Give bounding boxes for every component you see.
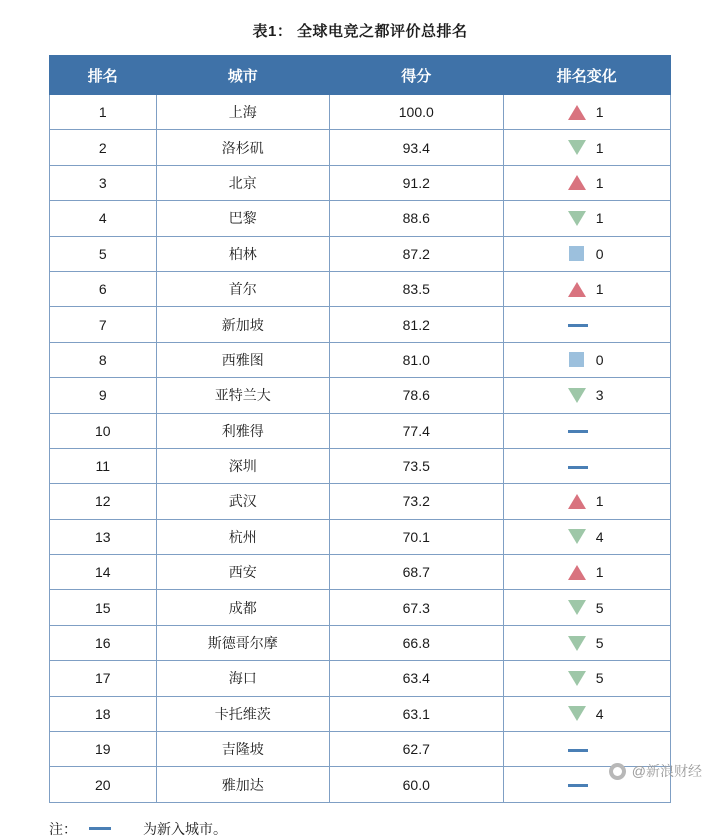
change-delta: 1 <box>595 174 604 191</box>
cell-score: 67.3 <box>330 590 504 625</box>
ranking-table-container <box>49 55 671 803</box>
arrow-up-icon <box>568 105 586 120</box>
cell-score: 87.2 <box>330 236 504 271</box>
table-row <box>50 767 671 802</box>
cell-rank: 3 <box>50 165 157 200</box>
cell-rank: 13 <box>50 519 157 554</box>
cell-change <box>503 236 670 271</box>
cell-score: 91.2 <box>330 165 504 200</box>
cell-score: 62.7 <box>330 732 504 767</box>
table-header <box>50 56 671 95</box>
cell-score: 100.0 <box>330 95 504 130</box>
cell-city: 杭州 <box>156 519 330 554</box>
cell-city: 海口 <box>156 661 330 696</box>
header-city: 城市 <box>156 56 330 95</box>
cell-rank: 5 <box>50 236 157 271</box>
change-delta: 4 <box>595 528 604 545</box>
cell-score: 68.7 <box>330 555 504 590</box>
cell-change <box>503 625 670 660</box>
cell-change <box>503 696 670 731</box>
change-delta: 5 <box>595 670 604 687</box>
cell-rank: 15 <box>50 590 157 625</box>
weibo-icon <box>609 763 626 780</box>
header-row <box>50 56 671 95</box>
cell-city: 亚特兰大 <box>156 378 330 413</box>
table-row <box>50 165 671 200</box>
cell-city: 柏林 <box>156 236 330 271</box>
cell-city: 新加坡 <box>156 307 330 342</box>
cell-score: 81.0 <box>330 342 504 377</box>
dash-icon <box>568 464 586 469</box>
square-icon <box>568 352 586 367</box>
cell-city: 西安 <box>156 555 330 590</box>
cell-city: 吉隆坡 <box>156 732 330 767</box>
change-delta: 0 <box>595 351 604 368</box>
cell-change <box>503 448 670 483</box>
table-row <box>50 378 671 413</box>
cell-rank: 19 <box>50 732 157 767</box>
dash-icon <box>568 782 586 787</box>
cell-score: 73.2 <box>330 484 504 519</box>
change-delta: 1 <box>595 564 604 581</box>
cell-score: 73.5 <box>330 448 504 483</box>
change-delta: 4 <box>595 705 604 722</box>
square-icon <box>568 246 586 261</box>
header-change: 排名变化 <box>503 56 670 95</box>
cell-score: 66.8 <box>330 625 504 660</box>
table-row <box>50 555 671 590</box>
cell-rank: 1 <box>50 95 157 130</box>
change-delta: 0 <box>595 245 604 262</box>
footnote-prefix: 注： <box>49 820 77 837</box>
cell-change <box>503 555 670 590</box>
table-caption: 表1： 全球电竞之都评价总排名 <box>252 23 468 40</box>
cell-score: 78.6 <box>330 378 504 413</box>
cell-rank: 11 <box>50 448 157 483</box>
table-row <box>50 413 671 448</box>
table-row <box>50 95 671 130</box>
cell-rank: 9 <box>50 378 157 413</box>
cell-change <box>503 307 670 342</box>
cell-change <box>503 378 670 413</box>
watermark-label: @新浪财经 <box>631 763 702 779</box>
arrow-up-icon <box>568 282 586 297</box>
table-body <box>50 95 671 803</box>
cell-rank: 18 <box>50 696 157 731</box>
table-row <box>50 661 671 696</box>
change-delta: 3 <box>595 387 604 404</box>
cell-rank: 17 <box>50 661 157 696</box>
table-row <box>50 732 671 767</box>
table-row <box>50 696 671 731</box>
dash-icon <box>568 747 586 752</box>
cell-city: 首尔 <box>156 271 330 306</box>
table-row <box>50 519 671 554</box>
cell-rank: 8 <box>50 342 157 377</box>
cell-change <box>503 484 670 519</box>
change-delta: 5 <box>595 635 604 652</box>
cell-rank: 10 <box>50 413 157 448</box>
cell-change <box>503 590 670 625</box>
new-city-dash-icon <box>89 827 111 830</box>
cell-score: 88.6 <box>330 201 504 236</box>
cell-change <box>503 661 670 696</box>
table-row <box>50 342 671 377</box>
cell-change <box>503 165 670 200</box>
cell-rank: 6 <box>50 271 157 306</box>
cell-rank: 20 <box>50 767 157 802</box>
cell-city: 北京 <box>156 165 330 200</box>
cell-city: 利雅得 <box>156 413 330 448</box>
cell-city: 深圳 <box>156 448 330 483</box>
arrow-down-icon <box>568 706 586 721</box>
cell-city: 斯德哥尔摩 <box>156 625 330 660</box>
cell-rank: 7 <box>50 307 157 342</box>
arrow-down-icon <box>568 600 586 615</box>
cell-score: 83.5 <box>330 271 504 306</box>
cell-rank: 4 <box>50 201 157 236</box>
cell-change <box>503 271 670 306</box>
table-row <box>50 236 671 271</box>
cell-rank: 14 <box>50 555 157 590</box>
header-rank: 排名 <box>50 56 157 95</box>
ranking-table <box>49 55 671 803</box>
cell-rank: 12 <box>50 484 157 519</box>
table-row <box>50 307 671 342</box>
arrow-down-icon <box>568 529 586 544</box>
cell-rank: 16 <box>50 625 157 660</box>
footnote <box>49 803 671 839</box>
cell-rank: 2 <box>50 130 157 165</box>
dash-icon <box>568 322 586 327</box>
arrow-down-icon <box>568 211 586 226</box>
arrow-down-icon <box>568 388 586 403</box>
cell-score: 63.4 <box>330 661 504 696</box>
table-row <box>50 130 671 165</box>
table-row <box>50 271 671 306</box>
change-delta: 1 <box>595 281 604 298</box>
change-delta: 5 <box>595 599 604 616</box>
watermark <box>609 761 702 781</box>
cell-city: 巴黎 <box>156 201 330 236</box>
cell-city: 洛杉矶 <box>156 130 330 165</box>
cell-city: 成都 <box>156 590 330 625</box>
cell-city: 雅加达 <box>156 767 330 802</box>
arrow-up-icon <box>568 565 586 580</box>
arrow-up-icon <box>568 494 586 509</box>
cell-city: 上海 <box>156 95 330 130</box>
table-row <box>50 590 671 625</box>
cell-score: 81.2 <box>330 307 504 342</box>
cell-score: 63.1 <box>330 696 504 731</box>
change-delta: 1 <box>595 493 604 510</box>
header-score: 得分 <box>330 56 504 95</box>
change-delta: 1 <box>595 210 604 227</box>
table-row <box>50 448 671 483</box>
cell-score: 77.4 <box>330 413 504 448</box>
cell-city: 武汉 <box>156 484 330 519</box>
arrow-down-icon <box>568 671 586 686</box>
arrow-up-icon <box>568 175 586 190</box>
cell-city: 西雅图 <box>156 342 330 377</box>
cell-city: 卡托维茨 <box>156 696 330 731</box>
arrow-down-icon <box>568 636 586 651</box>
table-row <box>50 201 671 236</box>
cell-score: 60.0 <box>330 767 504 802</box>
cell-change <box>503 342 670 377</box>
change-delta: 1 <box>595 139 604 156</box>
cell-change <box>503 130 670 165</box>
change-delta: 1 <box>595 104 604 121</box>
cell-score: 70.1 <box>330 519 504 554</box>
cell-change <box>503 201 670 236</box>
table-row <box>50 484 671 519</box>
cell-change <box>503 519 670 554</box>
cell-change <box>503 95 670 130</box>
table-row <box>50 625 671 660</box>
footnote-text: 为新入城市。 <box>143 820 227 837</box>
dash-icon <box>568 428 586 433</box>
cell-score: 93.4 <box>330 130 504 165</box>
cell-change <box>503 413 670 448</box>
arrow-down-icon <box>568 140 586 155</box>
